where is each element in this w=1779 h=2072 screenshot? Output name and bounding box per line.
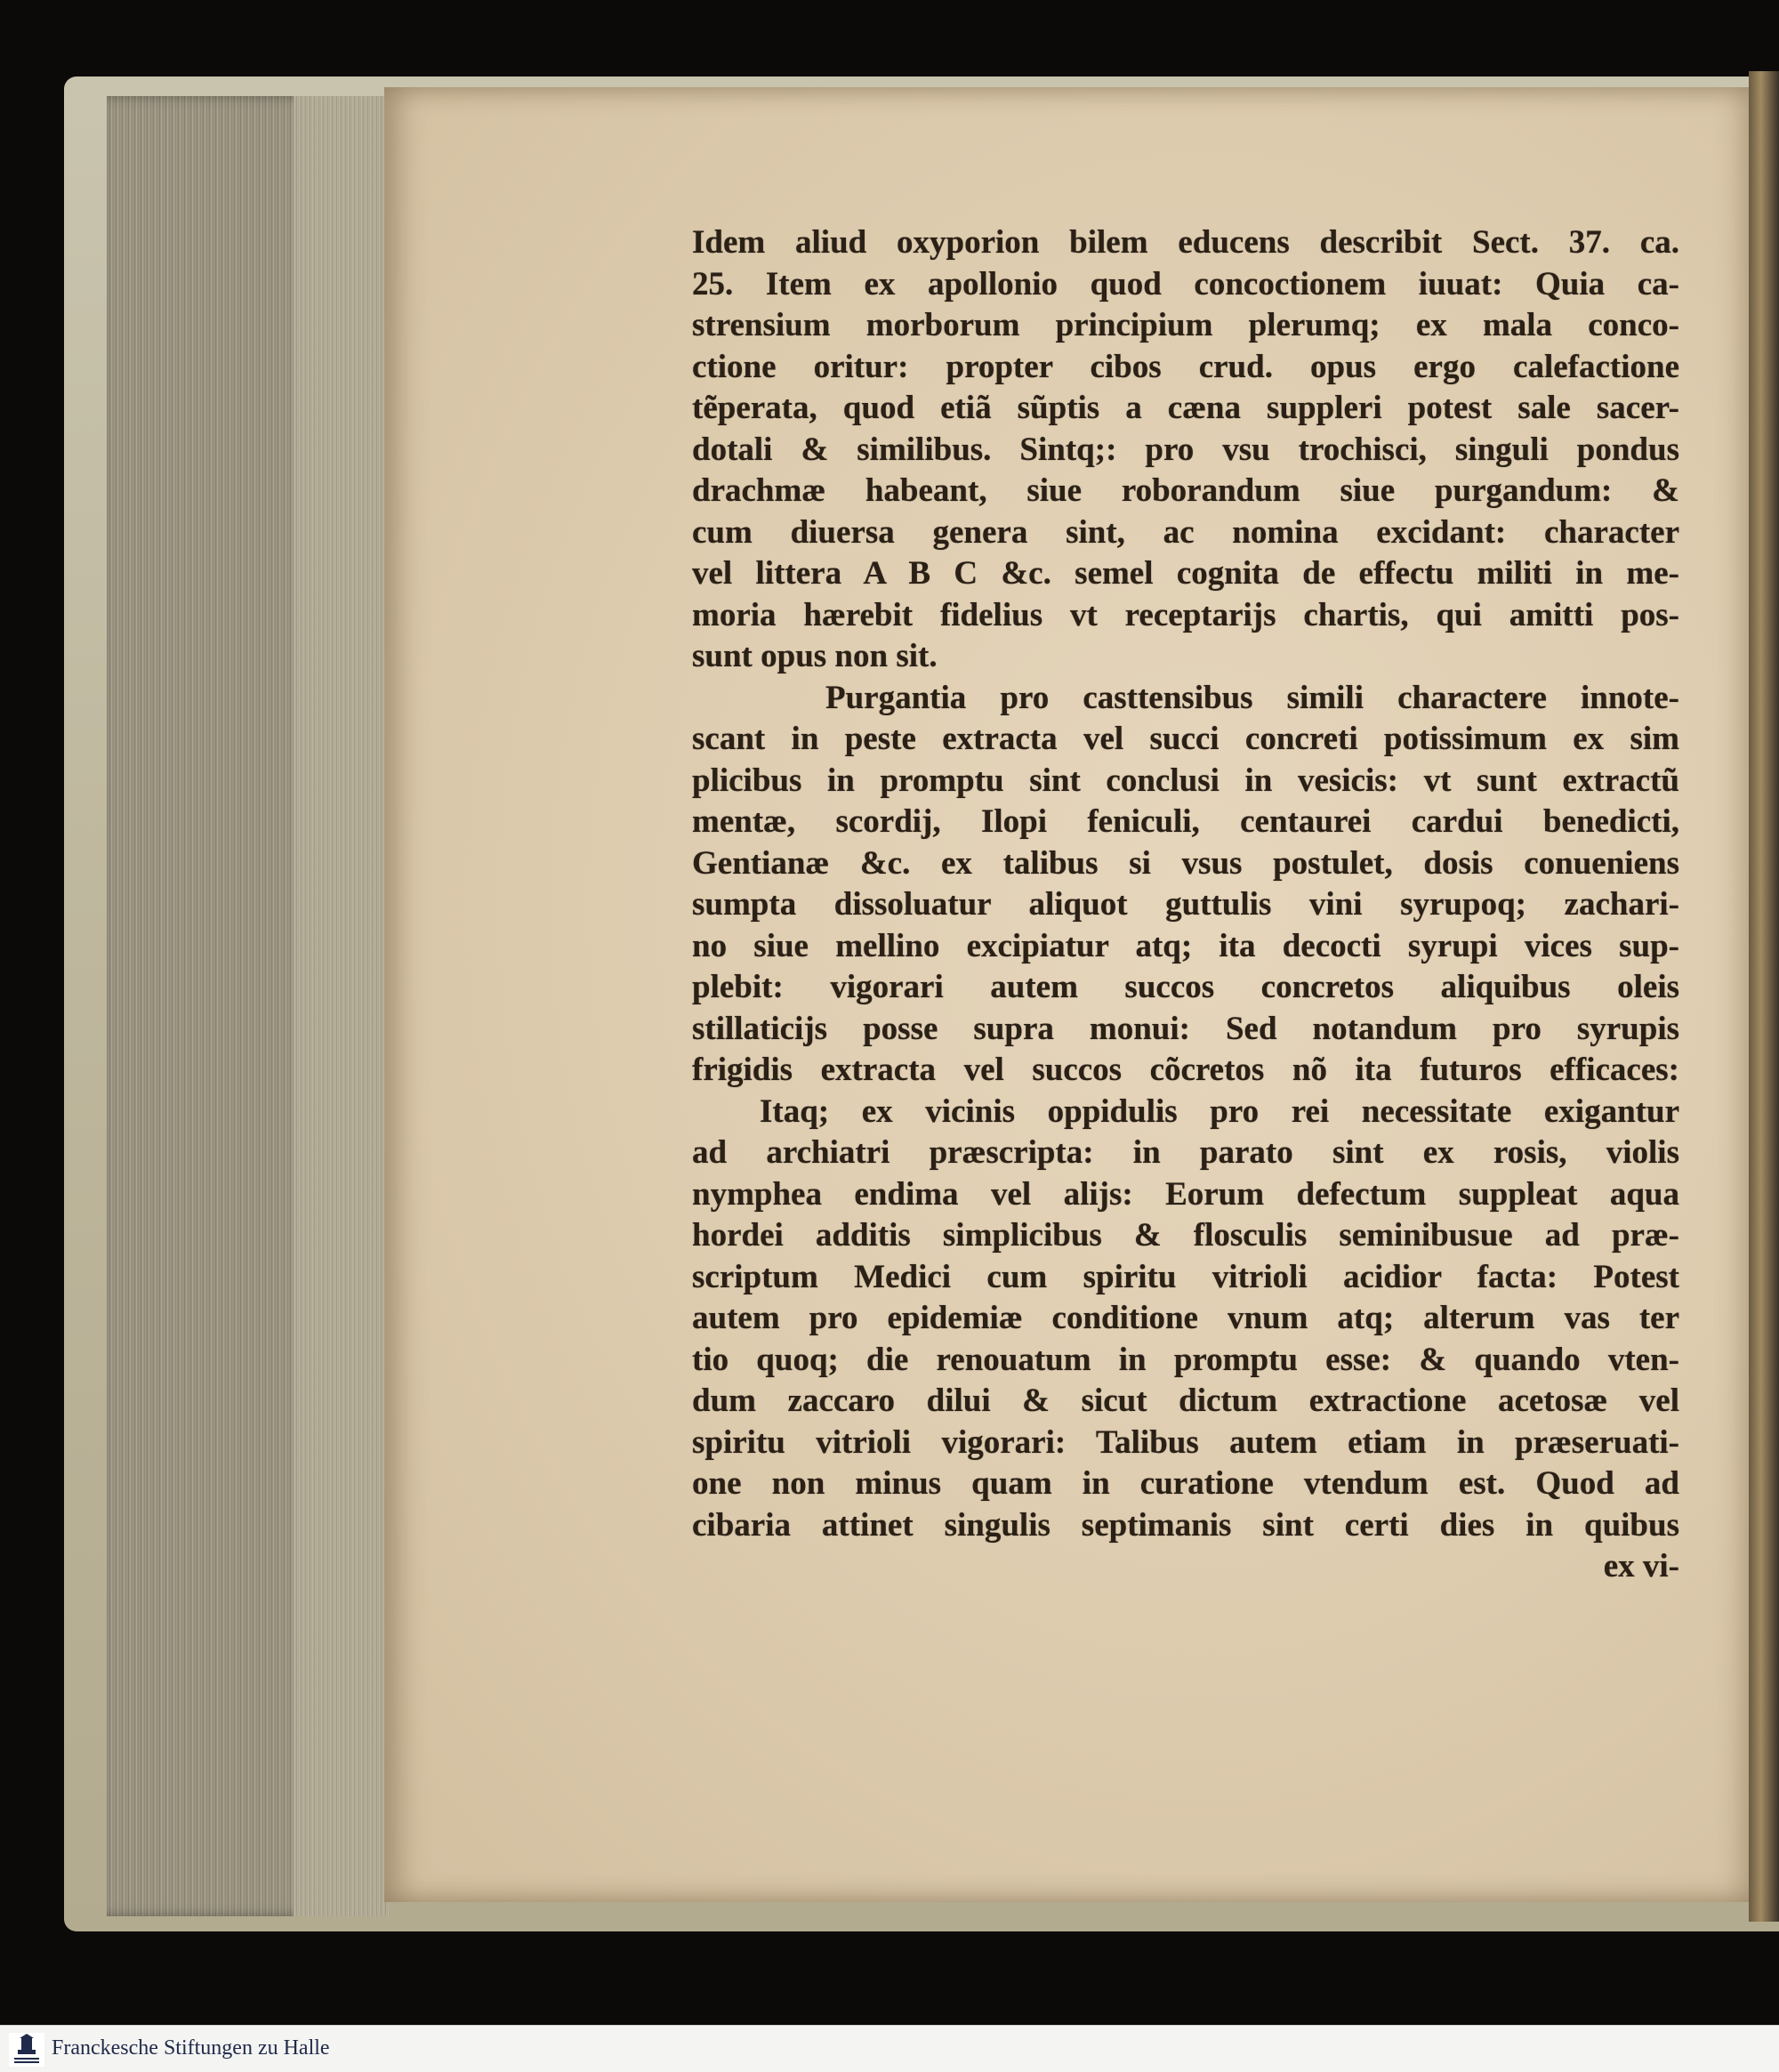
text-line: Purgantia pro casttensibus simili charactere innote- xyxy=(825,679,1679,716)
text-line: cibaria attinet singulis septimanis sint certi dies in quibus xyxy=(692,1506,1679,1544)
text-line: drachmæ habeant, siue roborandum siue purgandum: & xyxy=(692,472,1679,509)
viewer-footer xyxy=(0,2025,1779,2072)
text-line: ex vi- xyxy=(1603,1548,1679,1584)
text-line: sumpta dissoluatur aliquot guttulis vini syrupoq; zachari- xyxy=(692,886,1679,923)
text-line: mentæ, scordij, Ilopi feniculi, centaurei cardui benedicti, xyxy=(692,803,1679,840)
text-line: stillaticijs posse supra monui: Sed notandum pro syrupis xyxy=(692,1010,1679,1047)
text-line: strensium morborum principium plerumq; ex mala conco- xyxy=(692,307,1679,343)
text-line: Gentianæ &c. ex talibus si vsus postulet, dosis conueniens xyxy=(692,844,1679,882)
text-line: scant in peste extracta vel succi concreti potissimum ex sim xyxy=(692,721,1679,757)
facing-page-gutter xyxy=(1749,71,1779,1922)
text-line: ctione oritur: propter cibos crud. opus ergo calefactione xyxy=(692,348,1679,385)
text-line: tẽperata, quod etiã sũptis a cæna suppleri potest sale sacer- xyxy=(692,390,1679,426)
text-line: Itaq; ex vicinis oppidulis pro rei necessitate exigantur xyxy=(760,1092,1679,1130)
text-line: dotali & similibus. Sintq;: pro vsu trochisci, singuli pondus xyxy=(692,431,1679,468)
text-line: plicibus in promptu sint conclusi in vesicis: vt sunt extractũ xyxy=(692,762,1679,799)
text-line: tio quoq; die renouatum in promptu esse: & quando vten- xyxy=(692,1341,1679,1378)
text-line: sunt opus non sit. xyxy=(692,638,938,674)
text-line: cum diuersa genera sint, ac nomina excidant: character xyxy=(692,513,1679,551)
text-line: dum zaccaro dilui & sicut dictum extractione acetosæ vel xyxy=(692,1383,1679,1419)
text-line: no siue mellino excipiatur atq; ita decocti syrupi vices sup- xyxy=(692,927,1679,964)
text-line: Idem aliud oxyporion bilem educens describit Sect. 37. ca. xyxy=(692,224,1679,261)
text-line: spiritu vitrioli vigorari: Talibus autem etiam in præseruati- xyxy=(692,1423,1679,1461)
franckesche-stiftungen-logo-icon xyxy=(9,2033,44,2067)
text-line: 25. Item ex apollonio quod concoctionem iuuat: Quia ca- xyxy=(692,265,1679,302)
text-line: one non minus quam in curatione vtendum est. Quod ad xyxy=(692,1465,1679,1502)
text-line: ad archiatri præscripta: in parato sint ex rosis, violis xyxy=(692,1134,1679,1171)
text-line: hordei additis simplicibus & flosculis seminibusue ad præ- xyxy=(692,1217,1679,1254)
page-text xyxy=(692,222,1679,1588)
page-edges xyxy=(107,96,390,1916)
text-line: scriptum Medici cum spiritu vitrioli acidior facta: Potest xyxy=(692,1258,1679,1295)
text-line: nymphea endima vel alijs: Eorum defectum suppleat aqua xyxy=(692,1175,1679,1213)
text-line: plebit: vigorari autem succos concretos aliquibus oleis xyxy=(692,969,1679,1005)
institution-name: Franckesche Stiftungen zu Halle xyxy=(52,2036,330,2060)
text-line: vel littera A B C &c. semel cognita de effectu militi in me- xyxy=(692,555,1679,592)
text-line: frigidis extracta vel succos cõcretos nõ ita futuros efficaces: xyxy=(692,1052,1679,1088)
text-line: autem pro epidemiæ conditione vnum atq; alterum vas ter xyxy=(692,1300,1679,1336)
text-line: moria hærebit fidelius vt receptarijs chartis, qui amitti pos- xyxy=(692,596,1679,633)
